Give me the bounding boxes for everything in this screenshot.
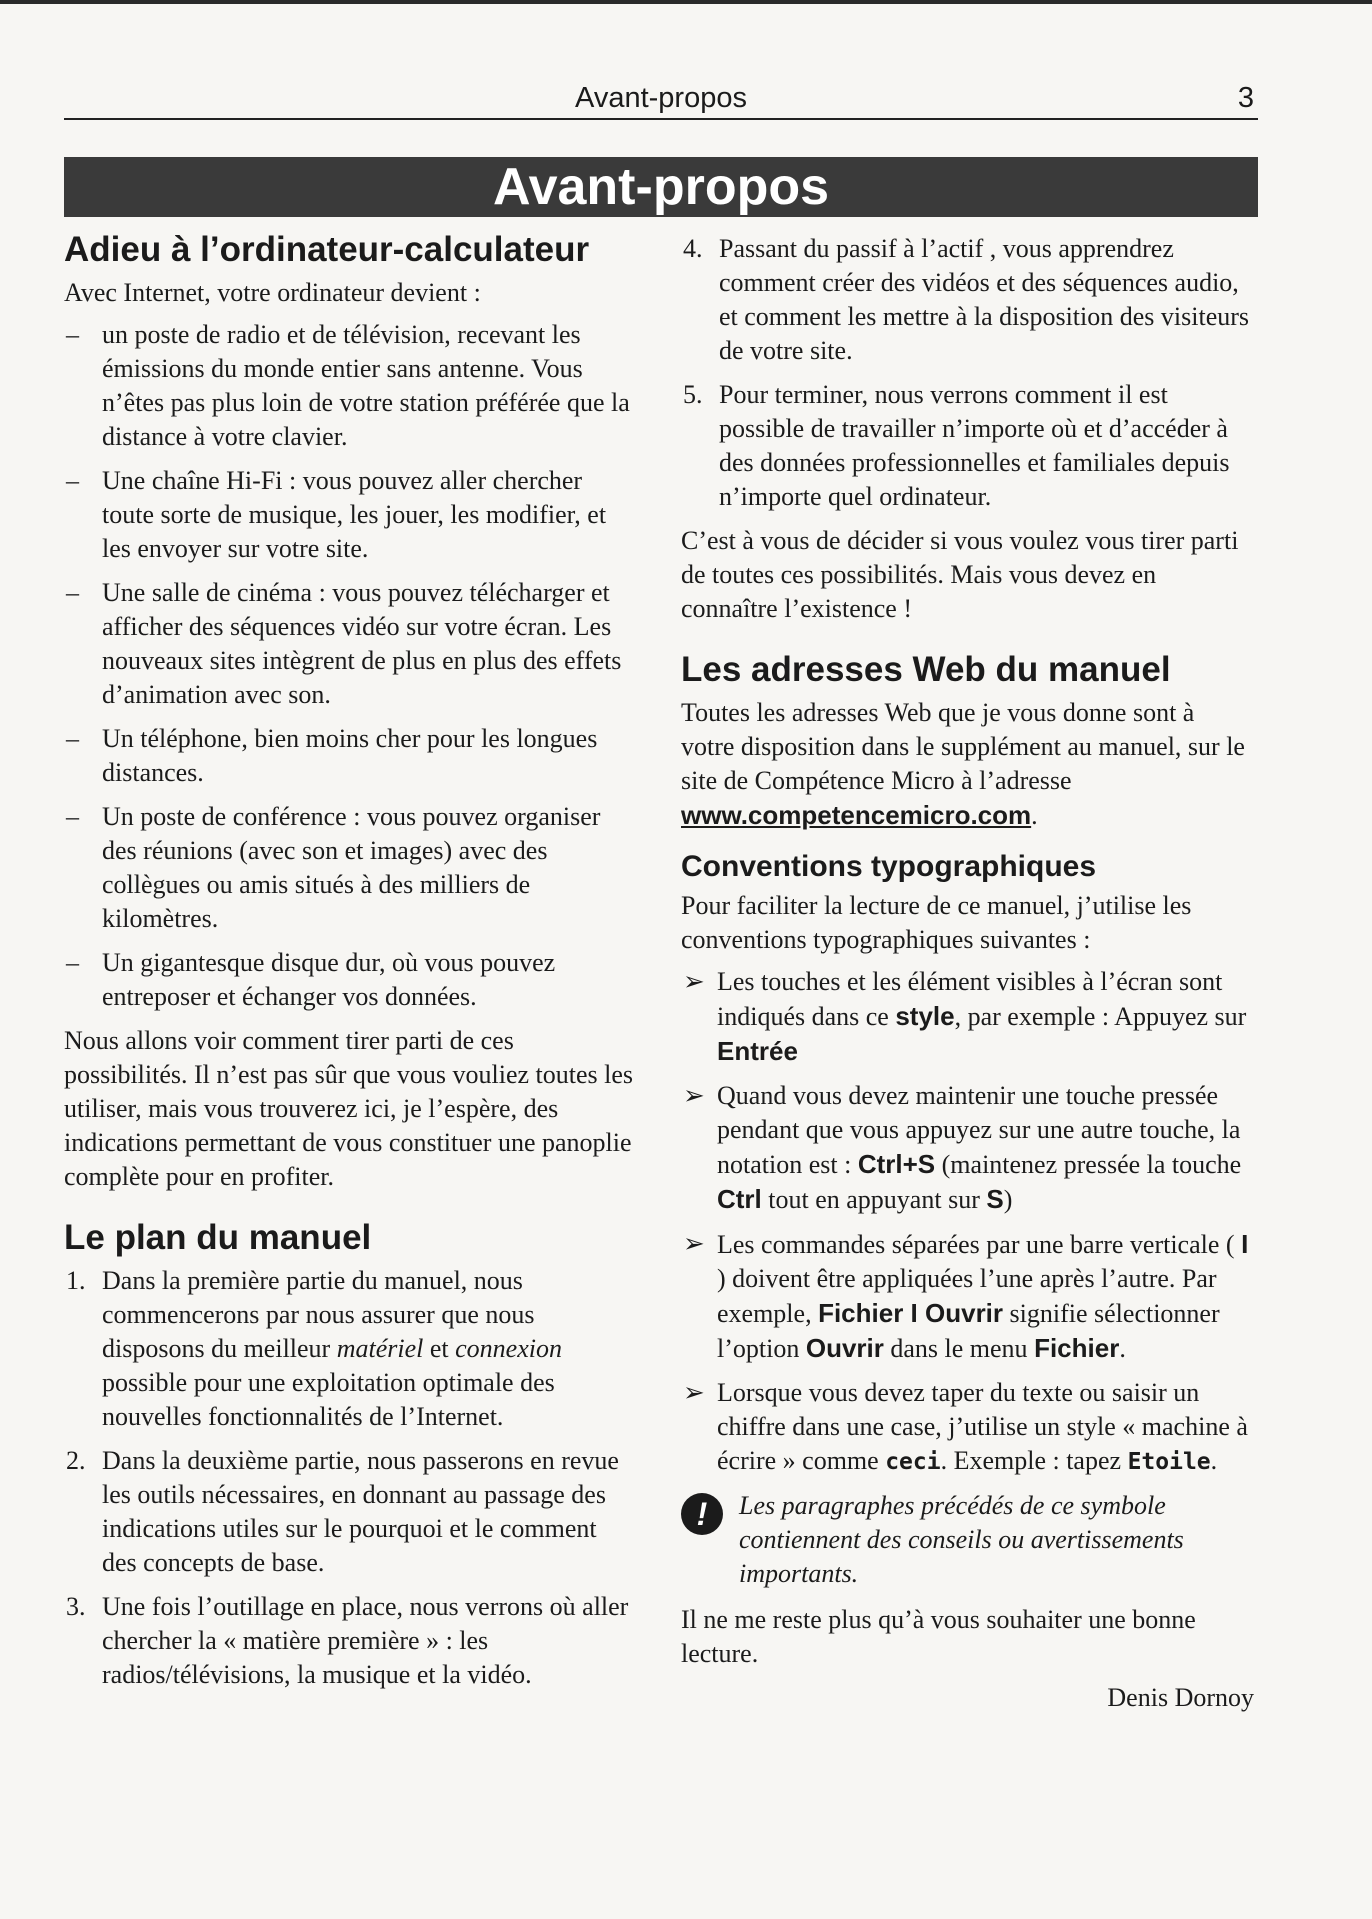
section-heading-web: Les adresses Web du manuel: [681, 650, 1171, 689]
plan-item-5: [681, 378, 1254, 514]
menu-path-sample: Fichier I Ouvrir: [818, 1298, 1004, 1328]
outro-paragraph: Nous allons voir comment tirer parti de ces possibilités. Il n’est pas sûr que vous vouliez toutes les utiliser, mais vous trouverez ici, je l’espère, des indications permettant de vous constituer une panoplie complète pour en profiter.: [64, 1026, 634, 1191]
section-heading-plan: Le plan du manuel: [64, 1218, 372, 1257]
plan-item-4: [681, 232, 1254, 368]
text-run: ) doivent être appliquées l’une après l’autre. Par exemple,: [717, 1264, 1217, 1328]
text-run: signifie sélectionner l’option: [717, 1299, 1220, 1363]
separator-bar: I: [1241, 1229, 1249, 1259]
text-run: Dans la première partie du manuel, nous commencerons par nous assurer que nous disposons du meilleur: [102, 1266, 535, 1363]
plan-item-text: Passant du passif à l’actif , vous apprendrez comment créer des vidéos et des séquences audio, et comment les mettre à la disposition des visiteurs de votre site.: [719, 234, 1250, 365]
text-run: .: [1210, 1446, 1218, 1475]
emphasis-materiel: matériel: [336, 1334, 424, 1363]
arrow-bullet-icon: ➢: [683, 967, 705, 996]
list-item: [64, 464, 634, 566]
website-link[interactable]: www.competencemicro.com: [681, 800, 1032, 830]
text-run: Les commandes séparées par une barre verticale (: [717, 1230, 1242, 1259]
plan-item-text: Une fois l’outillage en place, nous verrons où aller chercher la « matière première » : les radios/télévisions, la musique et la vidéo.: [102, 1592, 629, 1689]
item-number: 2.: [66, 1446, 86, 1475]
plan-item-3: [64, 1590, 634, 1692]
text-run: Les touches et les élément visibles à l’écran sont indiqués dans ce: [717, 967, 1223, 1031]
right-column: [681, 232, 1254, 1715]
conventions-list: [681, 965, 1254, 1479]
arrow-bullet-icon: ➢: [683, 1081, 705, 1110]
key-s: S: [986, 1184, 1004, 1214]
emphasis-connexion: connexion: [455, 1334, 562, 1363]
text-run: , par exemple : Appuyez sur: [954, 1002, 1247, 1031]
key-ctrl-s: Ctrl+S: [857, 1149, 936, 1179]
plan-item-text: Dans la deuxième partie, nous passerons en revue les outils nécessaires, en donnant au passage des indications utiles sur le pourquoi et le comment des concepts de base.: [102, 1446, 619, 1577]
text-run: et: [423, 1334, 456, 1363]
list-item-text: Un téléphone, bien moins cher pour les longues distances.: [102, 724, 598, 787]
left-column: [64, 228, 634, 1702]
dash-marker: –: [66, 466, 79, 495]
plan-item-text: Pour terminer, nous verrons comment il est possible de travailler n’importe où et d’accéder à des données professionnelles et familiales depuis n’importe quel ordinateur.: [719, 380, 1230, 511]
plan-item-2: [64, 1444, 634, 1580]
text-run: Quand vous devez maintenir une touche pressée pendant que vous appuyez sur une autre touche, la notation est :: [717, 1081, 1241, 1179]
text-run: .: [1031, 801, 1038, 830]
chapter-title: Avant-propos: [492, 158, 830, 216]
arrow-bullet-icon: ➢: [683, 1229, 705, 1258]
list-item: [64, 800, 634, 936]
convention-item-style: [681, 965, 1254, 1069]
dash-list: [64, 318, 634, 1014]
key-ctrl: Ctrl: [717, 1184, 762, 1214]
item-number: 5.: [683, 380, 703, 409]
list-item-text: Une salle de cinéma : vous pouvez télécharger et afficher des séquences vidéo sur votre écran. Les nouveaux sites intègrent de plus en plus des effets d’animation avec son.: [102, 578, 622, 709]
convention-item-typewriter: [681, 1376, 1254, 1479]
convention-item-shortcut: [681, 1079, 1254, 1217]
warning-note-text: Les paragraphes précédés de ce symbole contiennent des conseils ou avertissements importants.: [739, 1491, 1184, 1588]
dash-marker: –: [66, 802, 79, 831]
section-heading-adieu: Adieu à l’ordinateur-calculateur: [64, 230, 590, 269]
conventions-intro: Pour faciliter la lecture de ce manuel, j’utilise les conventions typographiques suivantes :: [681, 891, 1192, 954]
text-run: dans le menu: [883, 1334, 1035, 1363]
chapter-banner: [64, 157, 1258, 217]
intro-paragraph: Avec Internet, votre ordinateur devient :: [64, 278, 481, 307]
warning-icon: !: [681, 1493, 723, 1535]
decide-paragraph: C’est à vous de décider si vous voulez vous tirer parti de toutes ces possibilités. Mais vous devez en connaître l’existence !: [681, 526, 1239, 623]
section-heading-conventions: Conventions typographiques: [681, 850, 1097, 883]
closing-paragraph: Il ne me reste plus qu’à vous souhaiter une bonne lecture.: [681, 1605, 1196, 1668]
text-run: Lorsque vous devez taper du texte ou saisir un chiffre dans une case, j’utilise un style « machine à écrire » comme: [717, 1378, 1248, 1475]
arrow-bullet-icon: ➢: [683, 1378, 705, 1407]
menu-option-ouvrir: Ouvrir: [805, 1333, 884, 1363]
list-item: [64, 722, 634, 790]
text-run: possible pour une exploitation optimale des nouvelles fonctionnalités de l’Internet.: [102, 1368, 555, 1431]
page-number: 3: [1237, 82, 1254, 114]
plan-list-continued: [681, 232, 1254, 514]
running-header-title: Avant-propos: [575, 82, 747, 114]
item-number: 4.: [683, 234, 703, 263]
text-run: Toutes les adresses Web que je vous donne sont à votre disposition dans le supplément au manuel, sur le site de Compétence Micro à l’adresse: [681, 698, 1245, 795]
convention-item-menu: [681, 1227, 1254, 1366]
text-run: .: [1119, 1334, 1126, 1363]
list-item: [64, 946, 634, 1014]
list-item: [64, 318, 634, 454]
dash-marker: –: [66, 320, 79, 349]
list-item-text: Une chaîne Hi-Fi : vous pouvez aller chercher toute sorte de musique, les jouer, les modifier, et les envoyer sur votre site.: [102, 466, 607, 563]
warning-note: [681, 1489, 1254, 1591]
list-item-text: Un gigantesque disque dur, où vous pouvez entreposer et échanger vos données.: [102, 948, 556, 1011]
list-item: [64, 576, 634, 712]
dash-marker: –: [66, 948, 79, 977]
author-signature: Denis Dornoy: [1107, 1683, 1254, 1712]
text-run: tout en appuyant sur: [761, 1185, 987, 1214]
mono-sample-ceci: ceci: [885, 1449, 941, 1475]
web-paragraph: [681, 696, 1254, 833]
item-number: 1.: [66, 1266, 86, 1295]
list-item-text: un poste de radio et de télévision, recevant les émissions du monde entier sans antenne. Vous n’êtes pas plus loin de votre station préférée que la distance à votre clavier.: [102, 320, 630, 451]
dash-marker: –: [66, 578, 79, 607]
text-run: ): [1003, 1185, 1013, 1214]
running-header: [64, 82, 1258, 120]
text-run: (maintenez pressée la touche: [935, 1150, 1242, 1179]
text-run: . Exemple : tapez: [940, 1446, 1128, 1475]
plan-item-1: [64, 1264, 634, 1434]
dash-marker: –: [66, 724, 79, 753]
key-entree: Entrée: [717, 1036, 798, 1066]
mono-sample-etoile: Etoile: [1127, 1449, 1211, 1475]
ui-style-sample: style: [895, 1001, 955, 1031]
menu-fichier: Fichier: [1034, 1333, 1120, 1363]
plan-list: [64, 1264, 634, 1692]
item-number: 3.: [66, 1592, 86, 1621]
top-edge: [0, 0, 1372, 4]
list-item-text: Un poste de conférence : vous pouvez organiser des réunions (avec son et images) avec des collègues ou amis situés à des milliers de kilomètres.: [102, 802, 601, 933]
